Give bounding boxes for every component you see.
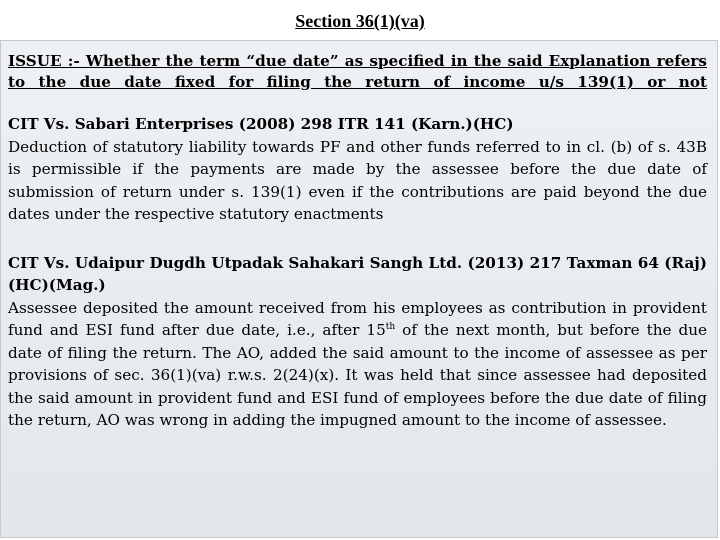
case-sabari: [8, 113, 707, 226]
ordinal-suffix: th: [385, 321, 396, 332]
case-udaipur: [8, 252, 707, 432]
case-udaipur-body-part1: Assessee deposited the amount received from his employees as contribution in provident fund and ESI fund after due date, i.e., after 15: [8, 298, 707, 339]
slide-title: Section 36(1)(va): [295, 11, 425, 31]
case-udaipur-heading: CIT Vs. Udaipur Dugdh Utpadak Sahakari Sangh Ltd. (2013) 217 Taxman 64 (Raj)(HC)(Mag.): [8, 253, 707, 294]
case-udaipur-body-part2: of the next month, but before the due date of filing the return. The AO, added the said amount to the income of assessee as per provisions of sec. 36(1)(va) r.w.s. 2(24)(x). It was held that since assessee had deposited the said amount in provident fund and ESI fund of employees before the due date of filing the return, AO was wrong in adding the impugned amount to the income of assessee.: [8, 321, 707, 429]
case-sabari-heading: CIT Vs. Sabari Enterprises (2008) 298 ITR 141 (Karn.)(HC): [8, 115, 514, 133]
case-udaipur-body: [8, 299, 707, 430]
case-sabari-body: Deduction of statutory liability towards PF and other funds referred to in cl. (b) of s. 43B is permissible if the payments are made by the assessee before the due date of submission of return under s. 139(1) even if the contributions are paid beyond the due dates under the respective statutory enactments: [8, 137, 707, 223]
issue-statement: ISSUE :- Whether the term “due date” as specified in the said Explanation refers to the due date fixed for filing the return of income u/s 139(1) or not: [8, 52, 707, 91]
title-bar: [0, 10, 720, 32]
content-panel: [0, 40, 718, 538]
